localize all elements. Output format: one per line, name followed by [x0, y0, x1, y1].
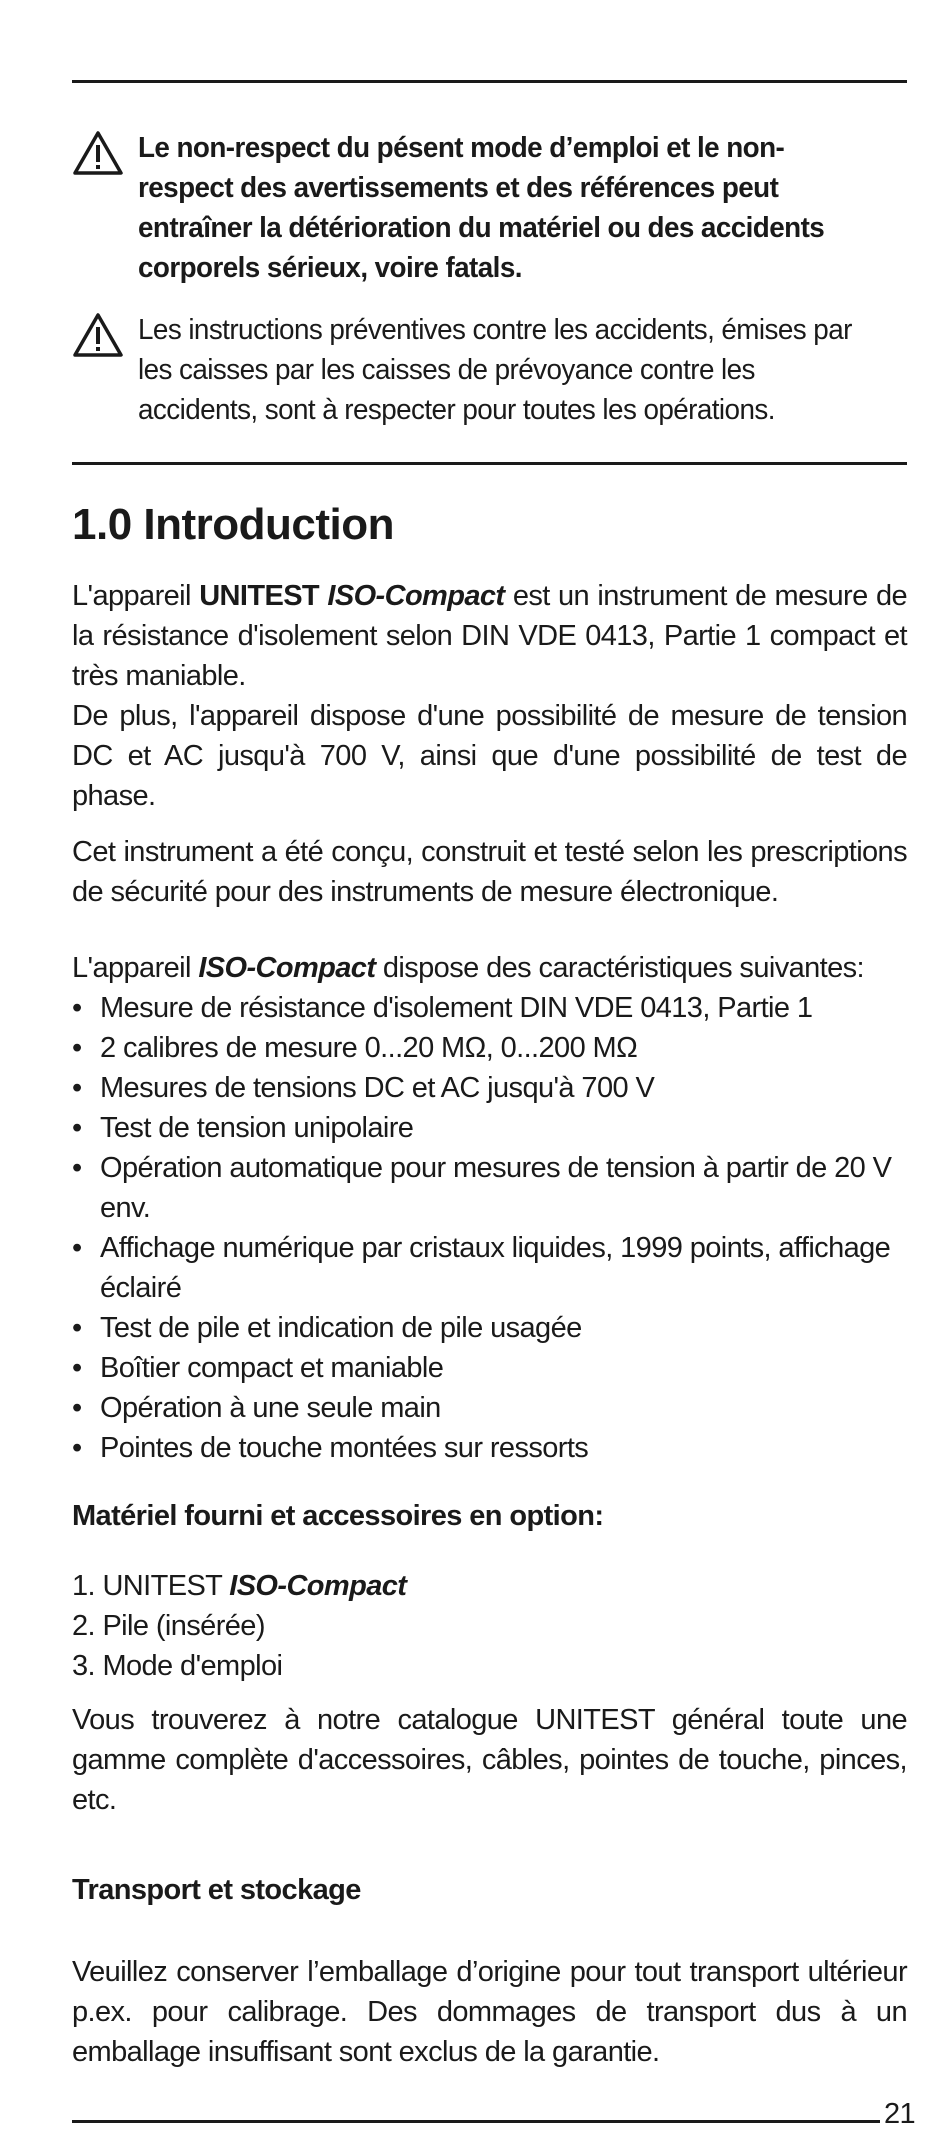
features-intro — [72, 948, 907, 988]
list-item: • Pointes de touche montées sur ressorts — [72, 1428, 907, 1468]
features-intro-before: L'appareil — [72, 952, 199, 984]
warning-triangle-icon — [72, 310, 138, 430]
list-item: 2. Pile (insérée) — [72, 1610, 265, 1642]
product-name: ISO-Compact — [229, 1570, 407, 1602]
warning-block-1 — [72, 128, 907, 288]
intro-paragraph-1 — [72, 576, 907, 696]
warning-text-2: Les instructions préventives contre les accidents, émises par les caisses par les caisses de prévoyance contre les accidents, sont à respecter pour toutes les opérations. — [138, 314, 852, 426]
accessories-note: Vous trouverez à notre catalogue UNITEST général toute une gamme complète d'accessoires, câbles, pointes de touche, pinces, etc. — [72, 1704, 907, 1816]
brand-name: UNITEST — [199, 580, 320, 612]
section-rule — [72, 462, 907, 465]
list-item: • Test de pile et indication de pile usagée — [72, 1308, 907, 1348]
warning-triangle-icon — [72, 128, 138, 288]
list-item: • Boîtier compact et maniable — [72, 1348, 907, 1388]
list-item — [72, 1566, 406, 1606]
top-rule — [72, 80, 907, 83]
product-name: ISO-Compact — [327, 580, 505, 612]
list-item: • Opération automatique pour mesures de tension à partir de 20 V env. — [72, 1148, 907, 1228]
list-item: • Opération à une seule main — [72, 1388, 907, 1428]
feature-list — [72, 988, 907, 1468]
supplied-heading: Matériel fourni et accessoires en option: — [72, 1500, 604, 1532]
intro-paragraph-2: De plus, l'appareil dispose d'une possibilité de mesure de tension DC et AC jusqu'à 700 V, ainsi que d'une possibilité de test de phase. — [72, 700, 907, 812]
list-item: 3. Mode d'emploi — [72, 1650, 283, 1682]
features-intro-after: dispose des caractéristiques suivantes: — [375, 952, 865, 984]
page-number: 21 — [884, 2098, 916, 2130]
intro-p1-before: L'appareil — [72, 580, 200, 612]
section-title: 1.0 Introduction — [72, 500, 394, 549]
transport-text: Veuillez conserver l’emballage d’origine pour tout transport ultérieur p.ex. pour calibrage. Des dommages de transport dus à un emballage insuffisant sont exclus de la garantie. — [72, 1956, 907, 2068]
item1-prefix: 1. UNITEST — [72, 1570, 230, 1602]
intro-paragraph-3: Cet instrument a été conçu, construit et testé selon les prescriptions de sécurité pour des instruments de mesure électronique. — [72, 836, 907, 908]
supplied-list — [72, 1566, 406, 1686]
transport-heading: Transport et stockage — [72, 1874, 361, 1906]
product-name: ISO-Compact — [198, 952, 376, 984]
warning-block-2 — [72, 310, 907, 430]
list-item: • Test de tension unipolaire — [72, 1108, 907, 1148]
list-item: • Mesure de résistance d'isolement DIN VDE 0413, Partie 1 — [72, 988, 907, 1028]
list-item: • Mesures de tensions DC et AC jusqu'à 700 V — [72, 1068, 907, 1108]
intro-p1-after: est un instrument de mesure de la résistance d'isolement selon DIN VDE 0413, Partie 1 compact et très maniable. — [72, 580, 907, 692]
list-item: • Affichage numérique par cristaux liquides, 1999 points, affichage éclairé — [72, 1228, 907, 1308]
footer-rule — [72, 2120, 880, 2123]
warning-text-1: Le non-respect du pésent mode d’emploi et le non-respect des avertissements et des références peut entraîner la détérioration du matériel ou des accidents corporels sérieux, voire fatals. — [138, 132, 825, 284]
list-item: • 2 calibres de mesure 0...20 MΩ, 0...200 MΩ — [72, 1028, 907, 1068]
